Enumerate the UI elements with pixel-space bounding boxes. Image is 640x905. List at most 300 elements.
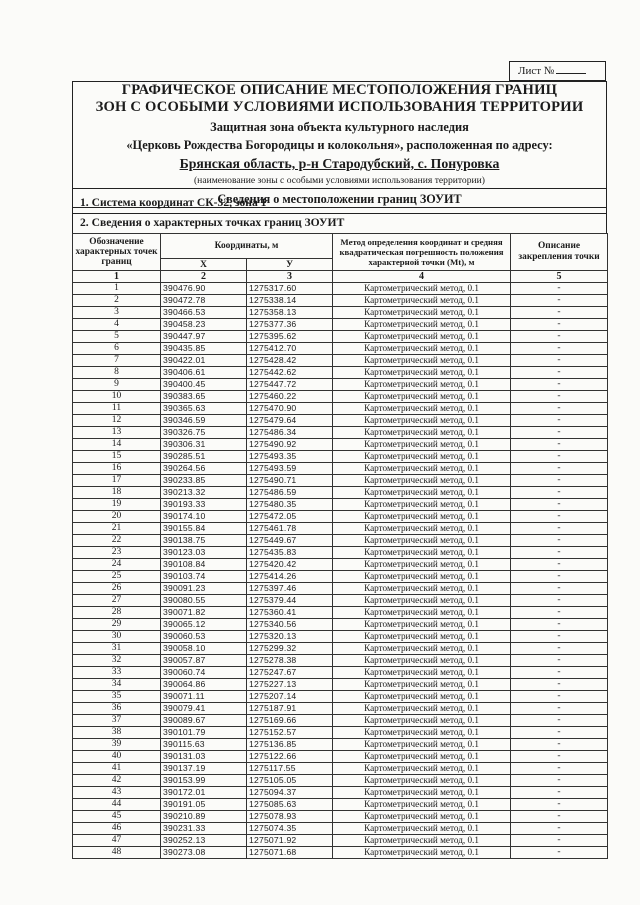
point-number: 40	[73, 751, 161, 763]
col-number: 3	[247, 271, 333, 283]
zone-caption: (наименование зоны с особыми условиями использования территории)	[193, 175, 485, 186]
method-cell: Картометрический метод, 0.1	[333, 631, 511, 643]
point-number: 11	[73, 403, 161, 415]
table-row	[73, 751, 608, 763]
point-number: 18	[73, 487, 161, 499]
method-cell: Картометрический метод, 0.1	[333, 643, 511, 655]
description-cell: -	[511, 643, 608, 655]
y-coordinate: 1275449.67	[247, 535, 333, 547]
description-cell: -	[511, 559, 608, 571]
x-coordinate: 390071.11	[161, 691, 247, 703]
y-coordinate: 1275442.62	[247, 367, 333, 379]
point-number: 19	[73, 499, 161, 511]
y-coordinate: 1275074.35	[247, 823, 333, 835]
table-row	[73, 319, 608, 331]
section-title: Сведения о местоположении границ ЗОУИТ	[217, 192, 462, 206]
description-cell: -	[511, 379, 608, 391]
point-number: 20	[73, 511, 161, 523]
y-coordinate: 1275078.93	[247, 811, 333, 823]
method-cell: Картометрический метод, 0.1	[333, 523, 511, 535]
description-cell: -	[511, 571, 608, 583]
x-coordinate: 390153.99	[161, 775, 247, 787]
col-desc-header: Описание закрепления точки	[511, 234, 608, 271]
method-cell: Картометрический метод, 0.1	[333, 403, 511, 415]
description-cell: -	[511, 787, 608, 799]
x-coordinate: 390155.84	[161, 523, 247, 535]
point-number: 35	[73, 691, 161, 703]
x-coordinate: 390172.01	[161, 787, 247, 799]
y-coordinate: 1275320.13	[247, 631, 333, 643]
point-number: 5	[73, 331, 161, 343]
description-cell: -	[511, 667, 608, 679]
table-row	[73, 691, 608, 703]
col-number: 1	[73, 271, 161, 283]
table-row	[73, 295, 608, 307]
point-number: 30	[73, 631, 161, 643]
description-cell: -	[511, 811, 608, 823]
description-cell: -	[511, 679, 608, 691]
method-cell: Картометрический метод, 0.1	[333, 439, 511, 451]
method-cell: Картометрический метод, 0.1	[333, 319, 511, 331]
y-coordinate: 1275472.05	[247, 511, 333, 523]
point-number: 25	[73, 571, 161, 583]
method-cell: Картометрический метод, 0.1	[333, 487, 511, 499]
method-cell: Картометрический метод, 0.1	[333, 835, 511, 847]
y-coordinate: 1275428.42	[247, 355, 333, 367]
table-row	[73, 403, 608, 415]
point-number: 31	[73, 643, 161, 655]
table-row	[73, 847, 608, 859]
x-coordinate: 390472.78	[161, 295, 247, 307]
description-cell: -	[511, 355, 608, 367]
description-cell: -	[511, 403, 608, 415]
x-coordinate: 390231.33	[161, 823, 247, 835]
point-number: 16	[73, 463, 161, 475]
description-cell: -	[511, 595, 608, 607]
description-cell: -	[511, 463, 608, 475]
method-cell: Картометрический метод, 0.1	[333, 595, 511, 607]
point-number: 28	[73, 607, 161, 619]
x-coordinate: 390137.19	[161, 763, 247, 775]
description-cell: -	[511, 619, 608, 631]
x-coordinate: 390071.82	[161, 607, 247, 619]
table-row	[73, 415, 608, 427]
y-coordinate: 1275493.59	[247, 463, 333, 475]
table-row	[73, 667, 608, 679]
point-number: 36	[73, 703, 161, 715]
x-coordinate: 390101.79	[161, 727, 247, 739]
y-coordinate: 1275480.35	[247, 499, 333, 511]
method-cell: Картометрический метод, 0.1	[333, 475, 511, 487]
table-row	[73, 643, 608, 655]
point-number: 44	[73, 799, 161, 811]
x-coordinate: 390064.86	[161, 679, 247, 691]
x-coordinate: 390193.33	[161, 499, 247, 511]
y-coordinate: 1275414.26	[247, 571, 333, 583]
y-coordinate: 1275338.14	[247, 295, 333, 307]
x-coordinate: 390174.10	[161, 511, 247, 523]
x-coordinate: 390306.31	[161, 439, 247, 451]
points-table	[72, 233, 608, 859]
method-cell: Картометрический метод, 0.1	[333, 331, 511, 343]
point-number: 22	[73, 535, 161, 547]
method-cell: Картометрический метод, 0.1	[333, 679, 511, 691]
method-cell: Картометрический метод, 0.1	[333, 667, 511, 679]
table-row	[73, 703, 608, 715]
method-cell: Картометрический метод, 0.1	[333, 799, 511, 811]
table-row	[73, 655, 608, 667]
col-number: 5	[511, 271, 608, 283]
point-number: 48	[73, 847, 161, 859]
title-line-1: ГРАФИЧЕСКОЕ ОПИСАНИЕ МЕСТОПОЛОЖЕНИЯ ГРАНИЦ	[121, 82, 558, 98]
y-coordinate: 1275420.42	[247, 559, 333, 571]
title-line-2: ЗОН С ОСОБЫМИ УСЛОВИЯМИ ИСПОЛЬЗОВАНИЯ ТЕРРИТОРИИ	[95, 99, 584, 115]
address: Брянская область, р-н Стародубский, с. Понуровка	[179, 156, 500, 171]
x-coordinate: 390273.08	[161, 847, 247, 859]
col-number: 4	[333, 271, 511, 283]
description-cell: -	[511, 319, 608, 331]
method-cell: Картометрический метод, 0.1	[333, 391, 511, 403]
point-number: 27	[73, 595, 161, 607]
col-point-header: Обозначение характерных точек границ	[73, 234, 161, 271]
table-row	[73, 583, 608, 595]
description-cell: -	[511, 823, 608, 835]
table-row	[73, 679, 608, 691]
description-cell: -	[511, 511, 608, 523]
x-coordinate: 390458.23	[161, 319, 247, 331]
subtitle-line-2: «Церковь Рождества Богородицы и колокольня», расположенная по адресу:	[126, 138, 553, 152]
y-coordinate: 1275460.22	[247, 391, 333, 403]
table-row	[73, 355, 608, 367]
method-cell: Картометрический метод, 0.1	[333, 295, 511, 307]
table-row	[73, 343, 608, 355]
y-coordinate: 1275136.85	[247, 739, 333, 751]
table-row	[73, 835, 608, 847]
table-row	[73, 523, 608, 535]
description-cell: -	[511, 607, 608, 619]
point-number: 4	[73, 319, 161, 331]
point-number: 29	[73, 619, 161, 631]
col-coords-header: Координаты, м	[161, 234, 333, 259]
points-table-body	[73, 283, 608, 859]
y-coordinate: 1275105.05	[247, 775, 333, 787]
table-row	[73, 787, 608, 799]
x-coordinate: 390422.01	[161, 355, 247, 367]
x-coordinate: 390089.67	[161, 715, 247, 727]
y-coordinate: 1275360.41	[247, 607, 333, 619]
y-coordinate: 1275071.92	[247, 835, 333, 847]
point-number: 45	[73, 811, 161, 823]
point-number: 38	[73, 727, 161, 739]
point-number: 2	[73, 295, 161, 307]
description-cell: -	[511, 343, 608, 355]
description-cell: -	[511, 763, 608, 775]
point-number: 8	[73, 367, 161, 379]
table-row	[73, 535, 608, 547]
sheet-number	[556, 73, 586, 74]
point-number: 6	[73, 343, 161, 355]
table-row	[73, 823, 608, 835]
description-cell: -	[511, 847, 608, 859]
description-cell: -	[511, 775, 608, 787]
description-cell: -	[511, 415, 608, 427]
description-cell: -	[511, 727, 608, 739]
y-coordinate: 1275207.14	[247, 691, 333, 703]
y-coordinate: 1275317.60	[247, 283, 333, 295]
method-cell: Картометрический метод, 0.1	[333, 559, 511, 571]
point-number: 43	[73, 787, 161, 799]
y-coordinate: 1275227.13	[247, 679, 333, 691]
x-coordinate: 390123.03	[161, 547, 247, 559]
column-index-row	[73, 271, 608, 283]
col-y-header: У	[247, 259, 333, 271]
y-coordinate: 1275122.66	[247, 751, 333, 763]
y-coordinate: 1275299.32	[247, 643, 333, 655]
table-row	[73, 475, 608, 487]
description-cell: -	[511, 439, 608, 451]
table-row	[73, 391, 608, 403]
table-row	[73, 619, 608, 631]
description-cell: -	[511, 427, 608, 439]
y-coordinate: 1275412.70	[247, 343, 333, 355]
x-coordinate: 390406.61	[161, 367, 247, 379]
sheet-label: Лист №	[518, 65, 555, 77]
description-cell: -	[511, 547, 608, 559]
table-row	[73, 283, 608, 295]
y-coordinate: 1275486.59	[247, 487, 333, 499]
y-coordinate: 1275493.35	[247, 451, 333, 463]
point-number: 13	[73, 427, 161, 439]
description-cell: -	[511, 655, 608, 667]
description-cell: -	[511, 295, 608, 307]
table-row	[73, 607, 608, 619]
method-cell: Картометрический метод, 0.1	[333, 511, 511, 523]
method-cell: Картометрический метод, 0.1	[333, 343, 511, 355]
description-cell: -	[511, 331, 608, 343]
point-number: 7	[73, 355, 161, 367]
y-coordinate: 1275395.62	[247, 331, 333, 343]
x-coordinate: 390346.59	[161, 415, 247, 427]
point-number: 34	[73, 679, 161, 691]
point-number: 23	[73, 547, 161, 559]
method-cell: Картометрический метод, 0.1	[333, 427, 511, 439]
point-number: 41	[73, 763, 161, 775]
point-number: 33	[73, 667, 161, 679]
method-cell: Картометрический метод, 0.1	[333, 367, 511, 379]
table-row	[73, 331, 608, 343]
method-cell: Картометрический метод, 0.1	[333, 751, 511, 763]
method-cell: Картометрический метод, 0.1	[333, 607, 511, 619]
description-cell: -	[511, 487, 608, 499]
method-cell: Картометрический метод, 0.1	[333, 499, 511, 511]
y-coordinate: 1275379.44	[247, 595, 333, 607]
table-row	[73, 595, 608, 607]
description-cell: -	[511, 835, 608, 847]
x-coordinate: 390400.45	[161, 379, 247, 391]
method-cell: Картометрический метод, 0.1	[333, 739, 511, 751]
y-coordinate: 1275085.63	[247, 799, 333, 811]
point-number: 37	[73, 715, 161, 727]
method-cell: Картометрический метод, 0.1	[333, 691, 511, 703]
table-row	[73, 727, 608, 739]
point-number: 32	[73, 655, 161, 667]
y-coordinate: 1275377.36	[247, 319, 333, 331]
x-coordinate: 390115.63	[161, 739, 247, 751]
col-number: 2	[161, 271, 247, 283]
y-coordinate: 1275152.57	[247, 727, 333, 739]
table-row	[73, 715, 608, 727]
x-coordinate: 390131.03	[161, 751, 247, 763]
point-number: 42	[73, 775, 161, 787]
method-cell: Картометрический метод, 0.1	[333, 547, 511, 559]
x-coordinate: 390383.65	[161, 391, 247, 403]
table-row	[73, 439, 608, 451]
y-coordinate: 1275447.72	[247, 379, 333, 391]
table-row	[73, 547, 608, 559]
method-cell: Картометрический метод, 0.1	[333, 379, 511, 391]
col-x-header: Х	[161, 259, 247, 271]
method-cell: Картометрический метод, 0.1	[333, 775, 511, 787]
x-coordinate: 390091.23	[161, 583, 247, 595]
x-coordinate: 390233.85	[161, 475, 247, 487]
method-cell: Картометрический метод, 0.1	[333, 703, 511, 715]
x-coordinate: 390079.41	[161, 703, 247, 715]
description-cell: -	[511, 631, 608, 643]
divider	[72, 188, 607, 189]
y-coordinate: 1275340.56	[247, 619, 333, 631]
y-coordinate: 1275117.55	[247, 763, 333, 775]
table-row	[73, 811, 608, 823]
method-cell: Картометрический метод, 0.1	[333, 787, 511, 799]
method-cell: Картометрический метод, 0.1	[333, 847, 511, 859]
y-coordinate: 1275358.13	[247, 307, 333, 319]
table-row	[73, 463, 608, 475]
point-number: 24	[73, 559, 161, 571]
description-cell: -	[511, 535, 608, 547]
col-method-header: Метод определения координат и средняя квадратическая погрешность положения характерной точки (Mt), м	[333, 234, 511, 271]
x-coordinate: 390264.56	[161, 463, 247, 475]
y-coordinate: 1275470.90	[247, 403, 333, 415]
x-coordinate: 390476.90	[161, 283, 247, 295]
point-number: 26	[73, 583, 161, 595]
method-cell: Картометрический метод, 0.1	[333, 823, 511, 835]
y-coordinate: 1275071.68	[247, 847, 333, 859]
y-coordinate: 1275247.67	[247, 667, 333, 679]
x-coordinate: 390435.85	[161, 343, 247, 355]
description-cell: -	[511, 283, 608, 295]
y-coordinate: 1275094.37	[247, 787, 333, 799]
point-number: 10	[73, 391, 161, 403]
method-cell: Картометрический метод, 0.1	[333, 535, 511, 547]
divider	[72, 213, 607, 214]
table-row	[73, 451, 608, 463]
x-coordinate: 390447.97	[161, 331, 247, 343]
description-cell: -	[511, 715, 608, 727]
y-coordinate: 1275486.34	[247, 427, 333, 439]
x-coordinate: 390365.63	[161, 403, 247, 415]
subtitle-line-1: Защитная зона объекта культурного наследия	[210, 120, 469, 134]
description-cell: -	[511, 691, 608, 703]
method-cell: Картометрический метод, 0.1	[333, 283, 511, 295]
description-cell: -	[511, 703, 608, 715]
table-row	[73, 511, 608, 523]
x-coordinate: 390210.89	[161, 811, 247, 823]
description-cell: -	[511, 751, 608, 763]
x-coordinate: 390060.53	[161, 631, 247, 643]
point-number: 1	[73, 283, 161, 295]
y-coordinate: 1275435.83	[247, 547, 333, 559]
x-coordinate: 390466.53	[161, 307, 247, 319]
table-row	[73, 367, 608, 379]
description-cell: -	[511, 583, 608, 595]
x-coordinate: 390252.13	[161, 835, 247, 847]
description-cell: -	[511, 451, 608, 463]
x-coordinate: 390065.12	[161, 619, 247, 631]
x-coordinate: 390285.51	[161, 451, 247, 463]
method-cell: Картометрический метод, 0.1	[333, 727, 511, 739]
description-cell: -	[511, 367, 608, 379]
method-cell: Картометрический метод, 0.1	[333, 355, 511, 367]
description-cell: -	[511, 799, 608, 811]
method-cell: Картометрический метод, 0.1	[333, 715, 511, 727]
y-coordinate: 1275490.92	[247, 439, 333, 451]
table-row	[73, 379, 608, 391]
y-coordinate: 1275278.38	[247, 655, 333, 667]
method-cell: Картометрический метод, 0.1	[333, 451, 511, 463]
method-cell: Картометрический метод, 0.1	[333, 463, 511, 475]
table-row	[73, 739, 608, 751]
method-cell: Картометрический метод, 0.1	[333, 571, 511, 583]
y-coordinate: 1275461.78	[247, 523, 333, 535]
x-coordinate: 390138.75	[161, 535, 247, 547]
method-cell: Картометрический метод, 0.1	[333, 415, 511, 427]
table-row	[73, 559, 608, 571]
point-number: 14	[73, 439, 161, 451]
coord-system: 1. Система координат СК-32, зона 1	[80, 196, 267, 209]
x-coordinate: 390213.32	[161, 487, 247, 499]
description-cell: -	[511, 307, 608, 319]
description-cell: -	[511, 391, 608, 403]
description-cell: -	[511, 739, 608, 751]
x-coordinate: 390326.75	[161, 427, 247, 439]
sheet-number-box	[509, 61, 606, 81]
point-number: 12	[73, 415, 161, 427]
table-row	[73, 799, 608, 811]
x-coordinate: 390057.87	[161, 655, 247, 667]
method-cell: Картометрический метод, 0.1	[333, 655, 511, 667]
point-number: 3	[73, 307, 161, 319]
method-cell: Картометрический метод, 0.1	[333, 583, 511, 595]
table-row	[73, 571, 608, 583]
description-cell: -	[511, 475, 608, 487]
point-number: 15	[73, 451, 161, 463]
x-coordinate: 390108.84	[161, 559, 247, 571]
table-row	[73, 487, 608, 499]
method-cell: Картометрический метод, 0.1	[333, 619, 511, 631]
table-row	[73, 775, 608, 787]
table-row	[73, 631, 608, 643]
table-row	[73, 427, 608, 439]
table-row	[73, 307, 608, 319]
x-coordinate: 390103.74	[161, 571, 247, 583]
y-coordinate: 1275169.66	[247, 715, 333, 727]
description-cell: -	[511, 499, 608, 511]
description-cell: -	[511, 523, 608, 535]
x-coordinate: 390058.10	[161, 643, 247, 655]
method-cell: Картометрический метод, 0.1	[333, 811, 511, 823]
x-coordinate: 390191.05	[161, 799, 247, 811]
x-coordinate: 390080.55	[161, 595, 247, 607]
